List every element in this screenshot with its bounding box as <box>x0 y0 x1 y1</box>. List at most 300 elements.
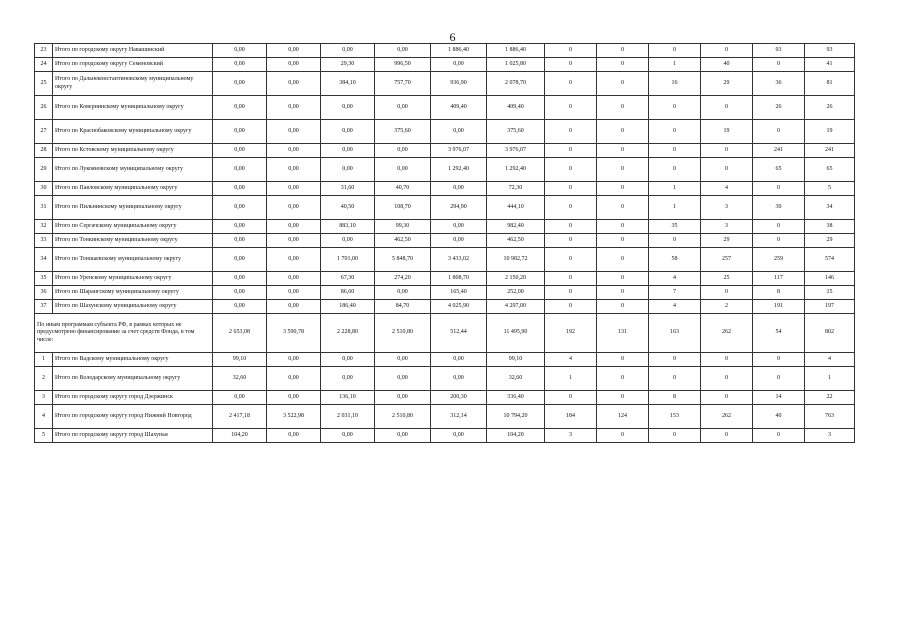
value-cell: 0 <box>597 158 649 182</box>
value-cell: 0 <box>753 429 805 443</box>
value-cell: 2 031,10 <box>321 405 375 429</box>
table-row <box>35 272 855 286</box>
row-index-cell: 28 <box>35 144 53 158</box>
value-cell: 0,00 <box>213 72 267 96</box>
row-name-cell: Итого по Сергачскому муниципальному округу <box>53 220 213 234</box>
value-cell: 262 <box>701 405 753 429</box>
row-index-cell: 24 <box>35 58 53 72</box>
value-cell: 0,00 <box>267 72 321 96</box>
row-name-cell: Итого по Тоншаевскому муниципальному округу <box>53 248 213 272</box>
value-cell: 462,50 <box>487 234 545 248</box>
table-row <box>35 300 855 314</box>
value-cell: 1 <box>649 58 701 72</box>
value-cell: 84,70 <box>375 300 431 314</box>
value-cell: 15 <box>805 286 855 300</box>
value-cell: 0,00 <box>213 96 267 120</box>
table-row <box>35 314 855 353</box>
value-cell: 0 <box>545 286 597 300</box>
value-cell: 0 <box>545 44 597 58</box>
value-cell: 35 <box>649 220 701 234</box>
value-cell: 0 <box>545 196 597 220</box>
value-cell: 982,40 <box>487 220 545 234</box>
value-cell: 3 522,98 <box>267 405 321 429</box>
value-cell: 0,00 <box>375 286 431 300</box>
value-cell: 0,00 <box>321 353 375 367</box>
value-cell: 153 <box>649 405 701 429</box>
value-cell: 4 025,90 <box>431 300 487 314</box>
value-cell: 0 <box>701 44 753 58</box>
value-cell: 0,00 <box>213 300 267 314</box>
value-cell: 0 <box>597 144 649 158</box>
value-cell: 0,00 <box>431 58 487 72</box>
value-cell: 1 886,40 <box>431 44 487 58</box>
value-cell: 0 <box>753 234 805 248</box>
value-cell: 0,00 <box>267 300 321 314</box>
value-cell: 191 <box>753 300 805 314</box>
value-cell: 5 <box>805 182 855 196</box>
value-cell: 384,10 <box>321 72 375 96</box>
value-cell: 2 228,80 <box>321 314 375 353</box>
value-cell: 0,00 <box>213 272 267 286</box>
value-cell: 0 <box>597 58 649 72</box>
value-cell: 574 <box>805 248 855 272</box>
value-cell: 1 292,40 <box>487 158 545 182</box>
value-cell: 0,00 <box>213 248 267 272</box>
value-cell: 512,44 <box>431 314 487 353</box>
row-index-cell: 37 <box>35 300 53 314</box>
value-cell: 104,20 <box>213 429 267 443</box>
row-name-cell: Итого по Шахунскому муниципальному округу <box>53 300 213 314</box>
value-cell: 3 <box>701 196 753 220</box>
value-cell: 34 <box>805 196 855 220</box>
value-cell: 0,00 <box>267 429 321 443</box>
row-index-cell: 31 <box>35 196 53 220</box>
value-cell: 2 417,18 <box>213 405 267 429</box>
value-cell: 30 <box>753 196 805 220</box>
value-cell: 32,60 <box>213 367 267 391</box>
value-cell: 0 <box>545 144 597 158</box>
value-cell: 0 <box>545 234 597 248</box>
value-cell: 0,00 <box>321 158 375 182</box>
row-name-cell: Итого по Лукояновскому муниципальному округу <box>53 158 213 182</box>
value-cell: 0 <box>597 272 649 286</box>
table-row <box>35 405 855 429</box>
value-cell: 0 <box>701 158 753 182</box>
value-cell: 0,00 <box>213 220 267 234</box>
value-cell: 0 <box>701 391 753 405</box>
value-cell: 444,10 <box>487 196 545 220</box>
value-cell: 0,00 <box>321 234 375 248</box>
value-cell: 3 <box>701 220 753 234</box>
row-name-cell: Итого по городскому округу Семеновский <box>53 58 213 72</box>
value-cell: 0,00 <box>213 391 267 405</box>
value-cell: 0 <box>597 391 649 405</box>
value-cell: 5 848,70 <box>375 248 431 272</box>
value-cell: 0,00 <box>267 96 321 120</box>
value-cell: 0 <box>753 220 805 234</box>
row-name-cell: Итого по Володарскому муниципальному округу <box>53 367 213 391</box>
row-index-cell: 23 <box>35 44 53 58</box>
value-cell: 192 <box>545 314 597 353</box>
value-cell: 0 <box>649 234 701 248</box>
value-cell: 8 <box>649 391 701 405</box>
value-cell: 936,90 <box>431 72 487 96</box>
value-cell: 131 <box>597 314 649 353</box>
value-cell: 0,00 <box>267 353 321 367</box>
value-cell: 0,00 <box>213 58 267 72</box>
row-name-cell: Итого по Павловскому муниципальному округу <box>53 182 213 196</box>
value-cell: 312,14 <box>431 405 487 429</box>
value-cell: 0 <box>649 367 701 391</box>
value-cell: 0 <box>701 144 753 158</box>
value-cell: 25 <box>701 272 753 286</box>
value-cell: 259 <box>753 248 805 272</box>
value-cell: 26 <box>753 96 805 120</box>
value-cell: 0,00 <box>375 429 431 443</box>
row-name-cell: Итого по Пильнинскому муниципальному округу <box>53 196 213 220</box>
value-cell: 274,20 <box>375 272 431 286</box>
value-cell: 8 <box>753 286 805 300</box>
row-index-cell: 33 <box>35 234 53 248</box>
value-cell: 241 <box>753 144 805 158</box>
row-index-cell: 3 <box>35 391 53 405</box>
value-cell: 4 <box>545 353 597 367</box>
value-cell: 0 <box>545 72 597 96</box>
value-cell: 0,00 <box>267 120 321 144</box>
value-cell: 763 <box>805 405 855 429</box>
value-cell: 7 <box>649 286 701 300</box>
value-cell: 0,00 <box>213 286 267 300</box>
value-cell: 0 <box>597 72 649 96</box>
value-cell: 32,60 <box>487 367 545 391</box>
value-cell: 375,60 <box>487 120 545 144</box>
value-cell: 0 <box>649 158 701 182</box>
row-index-cell: 29 <box>35 158 53 182</box>
table-row <box>35 286 855 300</box>
value-cell: 0,00 <box>321 367 375 391</box>
value-cell: 65 <box>753 158 805 182</box>
value-cell: 0,00 <box>431 120 487 144</box>
value-cell: 40 <box>753 405 805 429</box>
value-cell: 136,10 <box>321 391 375 405</box>
value-cell: 2 653,08 <box>213 314 267 353</box>
value-cell: 0,00 <box>375 158 431 182</box>
value-cell: 1 <box>649 182 701 196</box>
value-cell: 146 <box>805 272 855 286</box>
value-cell: 29 <box>701 72 753 96</box>
value-cell: 0 <box>545 182 597 196</box>
table-row <box>35 158 855 182</box>
value-cell: 0,00 <box>375 144 431 158</box>
value-cell: 0 <box>545 248 597 272</box>
value-cell: 2 078,70 <box>487 72 545 96</box>
housing-program-table <box>34 43 855 443</box>
value-cell: 0 <box>545 96 597 120</box>
row-name-cell: Итого по городскому округу Навашинский <box>53 44 213 58</box>
value-cell: 336,40 <box>487 391 545 405</box>
value-cell: 29,30 <box>321 58 375 72</box>
table-row <box>35 120 855 144</box>
value-cell: 0 <box>701 367 753 391</box>
value-cell: 0 <box>597 367 649 391</box>
value-cell: 165,40 <box>431 286 487 300</box>
value-cell: 93 <box>753 44 805 58</box>
value-cell: 0 <box>597 300 649 314</box>
table-row <box>35 234 855 248</box>
row-name-cell: Итого по городскому округу город Дзержинск <box>53 391 213 405</box>
value-cell: 14 <box>753 391 805 405</box>
table-row <box>35 429 855 443</box>
table-row <box>35 220 855 234</box>
value-cell: 0,00 <box>375 44 431 58</box>
value-cell: 4 297,00 <box>487 300 545 314</box>
value-cell: 0 <box>545 391 597 405</box>
row-name-cell: Итого по городскому округу город Нижний Новгород <box>53 405 213 429</box>
value-cell: 0 <box>701 353 753 367</box>
value-cell: 3 <box>805 429 855 443</box>
value-cell: 0,00 <box>431 429 487 443</box>
value-cell: 294,90 <box>431 196 487 220</box>
value-cell: 117 <box>753 272 805 286</box>
value-cell: 3 976,07 <box>487 144 545 158</box>
value-cell: 40,50 <box>321 196 375 220</box>
value-cell: 757,70 <box>375 72 431 96</box>
row-name-cell: Итого по городскому округу город Шахунья <box>53 429 213 443</box>
table-row <box>35 353 855 367</box>
value-cell: 22 <box>805 391 855 405</box>
value-cell: 41 <box>805 58 855 72</box>
value-cell: 31,60 <box>321 182 375 196</box>
value-cell: 58 <box>649 248 701 272</box>
value-cell: 0 <box>597 120 649 144</box>
value-cell: 0 <box>753 58 805 72</box>
value-cell: 0 <box>649 353 701 367</box>
value-cell: 2 <box>701 300 753 314</box>
value-cell: 0 <box>597 96 649 120</box>
value-cell: 0,00 <box>213 234 267 248</box>
value-cell: 0 <box>597 196 649 220</box>
value-cell: 124 <box>597 405 649 429</box>
value-cell: 1 <box>649 196 701 220</box>
value-cell: 0 <box>753 182 805 196</box>
value-cell: 262 <box>701 314 753 353</box>
value-cell: 10 982,72 <box>487 248 545 272</box>
value-cell: 0,00 <box>213 158 267 182</box>
value-cell: 0,00 <box>213 182 267 196</box>
row-index-cell: 26 <box>35 96 53 120</box>
value-cell: 40,70 <box>375 182 431 196</box>
value-cell: 1 <box>805 367 855 391</box>
value-cell: 93 <box>805 44 855 58</box>
row-index-cell: 32 <box>35 220 53 234</box>
value-cell: 38 <box>805 220 855 234</box>
value-cell: 197 <box>805 300 855 314</box>
row-name-cell: Итого по Кстовскому муниципальному округу <box>53 144 213 158</box>
value-cell: 0,00 <box>375 391 431 405</box>
value-cell: 0,00 <box>375 353 431 367</box>
value-cell: 4 <box>649 272 701 286</box>
value-cell: 0 <box>545 120 597 144</box>
value-cell: 3 433,02 <box>431 248 487 272</box>
value-cell: 2 510,80 <box>375 314 431 353</box>
value-cell: 72,30 <box>487 182 545 196</box>
value-cell: 4 <box>701 182 753 196</box>
value-cell: 4 <box>805 353 855 367</box>
value-cell: 184 <box>545 405 597 429</box>
row-index-cell: 2 <box>35 367 53 391</box>
value-cell: 1 808,70 <box>431 272 487 286</box>
value-cell: 0,00 <box>213 120 267 144</box>
value-cell: 104,20 <box>487 429 545 443</box>
value-cell: 0 <box>753 367 805 391</box>
row-index-cell: 36 <box>35 286 53 300</box>
table-row <box>35 58 855 72</box>
value-cell: 99,10 <box>213 353 267 367</box>
value-cell: 16 <box>649 72 701 96</box>
value-cell: 26 <box>805 96 855 120</box>
row-index-cell: 25 <box>35 72 53 96</box>
row-index-cell: 1 <box>35 353 53 367</box>
value-cell: 11 495,90 <box>487 314 545 353</box>
value-cell: 29 <box>701 234 753 248</box>
value-cell: 1 292,40 <box>431 158 487 182</box>
row-index-cell: 35 <box>35 272 53 286</box>
value-cell: 10 794,20 <box>487 405 545 429</box>
value-cell: 0,00 <box>321 96 375 120</box>
value-cell: 0 <box>701 96 753 120</box>
value-cell: 0 <box>649 44 701 58</box>
value-cell: 0,00 <box>431 234 487 248</box>
value-cell: 200,30 <box>431 391 487 405</box>
value-cell: 0,00 <box>267 272 321 286</box>
value-cell: 54 <box>753 314 805 353</box>
value-cell: 108,70 <box>375 196 431 220</box>
value-cell: 0,00 <box>267 367 321 391</box>
table-row <box>35 367 855 391</box>
value-cell: 0 <box>545 272 597 286</box>
value-cell: 802 <box>805 314 855 353</box>
value-cell: 0,00 <box>213 44 267 58</box>
row-name-cell: По иным программам субъекта РФ, в рамках которых не предусмотрено финансирование за счет средств Фонда, в том числе: <box>35 314 213 353</box>
value-cell: 2 150,20 <box>487 272 545 286</box>
value-cell: 0 <box>649 120 701 144</box>
value-cell: 3 590,78 <box>267 314 321 353</box>
value-cell: 462,50 <box>375 234 431 248</box>
value-cell: 241 <box>805 144 855 158</box>
value-cell: 883,10 <box>321 220 375 234</box>
value-cell: 375,60 <box>375 120 431 144</box>
value-cell: 1 886,40 <box>487 44 545 58</box>
value-cell: 0,00 <box>267 158 321 182</box>
value-cell: 0 <box>597 429 649 443</box>
value-cell: 65 <box>805 158 855 182</box>
value-cell: 0 <box>545 300 597 314</box>
value-cell: 0,00 <box>267 58 321 72</box>
value-cell: 0 <box>597 234 649 248</box>
row-name-cell: Итого по Шарангскому муниципальному округу <box>53 286 213 300</box>
value-cell: 0,00 <box>267 44 321 58</box>
row-index-cell: 34 <box>35 248 53 272</box>
row-name-cell: Итого по Уренскому муниципальному округу <box>53 272 213 286</box>
value-cell: 252,00 <box>487 286 545 300</box>
value-cell: 19 <box>805 120 855 144</box>
row-name-cell: Итого по Ковернинскому муниципальному округу <box>53 96 213 120</box>
row-name-cell: Итого по Краснобаковскому муниципальному округу <box>53 120 213 144</box>
row-index-cell: 27 <box>35 120 53 144</box>
value-cell: 409,40 <box>431 96 487 120</box>
table-row <box>35 391 855 405</box>
value-cell: 0 <box>649 144 701 158</box>
value-cell: 0,00 <box>267 196 321 220</box>
table-row <box>35 144 855 158</box>
value-cell: 0,00 <box>267 182 321 196</box>
value-cell: 186,40 <box>321 300 375 314</box>
value-cell: 0,00 <box>431 353 487 367</box>
value-cell: 0 <box>597 44 649 58</box>
value-cell: 0 <box>649 429 701 443</box>
value-cell: 1 025,80 <box>487 58 545 72</box>
value-cell: 0 <box>701 429 753 443</box>
value-cell: 163 <box>649 314 701 353</box>
value-cell: 0,00 <box>267 391 321 405</box>
value-cell: 4 <box>649 300 701 314</box>
value-cell: 0,00 <box>431 182 487 196</box>
value-cell: 29 <box>805 234 855 248</box>
value-cell: 0,00 <box>267 144 321 158</box>
value-cell: 0,00 <box>321 44 375 58</box>
table-row <box>35 72 855 96</box>
table-row <box>35 248 855 272</box>
value-cell: 0 <box>545 58 597 72</box>
value-cell: 0 <box>701 286 753 300</box>
value-cell: 0 <box>545 158 597 182</box>
value-cell: 0 <box>545 220 597 234</box>
value-cell: 0,00 <box>213 196 267 220</box>
value-cell: 0,00 <box>431 367 487 391</box>
value-cell: 0,00 <box>375 367 431 391</box>
value-cell: 67,30 <box>321 272 375 286</box>
value-cell: 0,00 <box>375 96 431 120</box>
row-index-cell: 30 <box>35 182 53 196</box>
value-cell: 0,00 <box>267 286 321 300</box>
value-cell: 0,00 <box>321 429 375 443</box>
value-cell: 86,60 <box>321 286 375 300</box>
value-cell: 1 701,00 <box>321 248 375 272</box>
value-cell: 257 <box>701 248 753 272</box>
table-row <box>35 196 855 220</box>
value-cell: 40 <box>701 58 753 72</box>
row-index-cell: 4 <box>35 405 53 429</box>
value-cell: 0,00 <box>321 120 375 144</box>
value-cell: 0,00 <box>321 144 375 158</box>
value-cell: 0 <box>649 96 701 120</box>
row-name-cell: Итого по Дальнеконстантиновскому муниципальному округу <box>53 72 213 96</box>
value-cell: 0,00 <box>267 234 321 248</box>
page-number: 6 <box>449 30 456 44</box>
value-cell: 0 <box>597 286 649 300</box>
value-cell: 0,00 <box>267 248 321 272</box>
value-cell: 0 <box>597 182 649 196</box>
row-index-cell: 5 <box>35 429 53 443</box>
value-cell: 19 <box>701 120 753 144</box>
value-cell: 3 976,07 <box>431 144 487 158</box>
value-cell: 0,00 <box>431 220 487 234</box>
row-name-cell: Итого по Тонкинскому муниципальному округу <box>53 234 213 248</box>
table-row <box>35 96 855 120</box>
value-cell: 1 <box>545 367 597 391</box>
table-row <box>35 44 855 58</box>
value-cell: 409,40 <box>487 96 545 120</box>
